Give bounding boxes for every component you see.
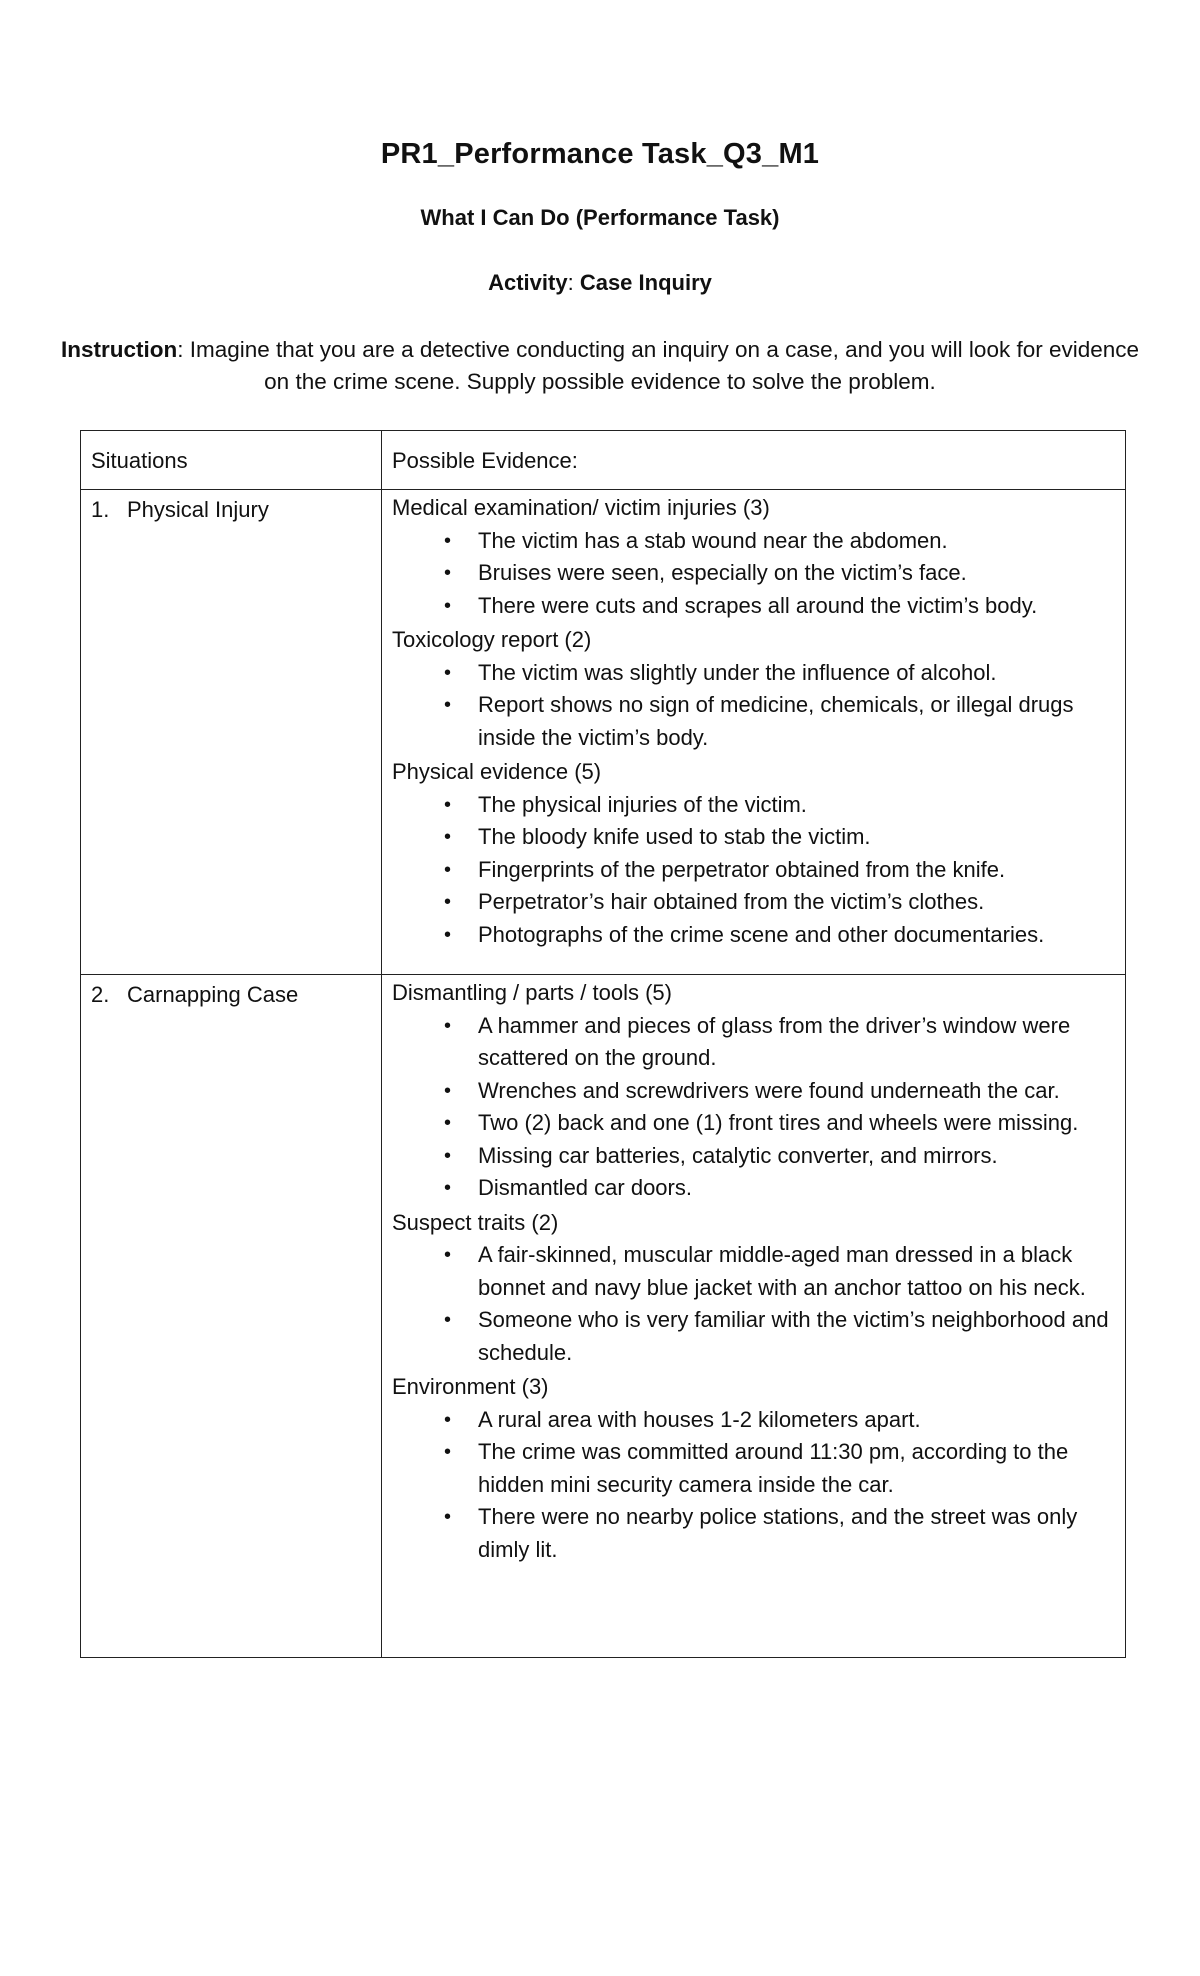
evidence-list [392,789,1115,952]
evidence-item: • The physical injuries of the victim. [478,789,1115,822]
evidence-item: • Dismantled car doors. [478,1172,1115,1205]
activity-value: Case Inquiry [579,270,712,295]
evidence-item: • The victim has a stab wound near the abdomen. [478,525,1115,558]
evidence-item: • Wrenches and screwdrivers were found underneath the car. [478,1075,1115,1108]
instruction-label: Instruction [60,337,178,362]
evidence-item: • Report shows no sign of medicine, chemicals, or illegal drugs inside the victim’s body. [478,689,1115,754]
evidence-item: • Two (2) back and one (1) front tires and wheels were missing. [478,1107,1115,1140]
evidence-cell [382,975,1126,1658]
evidence-category: Dismantling / parts / tools (5) [392,980,672,1005]
evidence-list [392,1239,1115,1369]
table-row [81,490,1126,975]
evidence-item: • Bruises were seen, especially on the victim’s face. [478,557,1115,590]
evidence-list [392,1010,1115,1205]
situation-name: Physical Injury [127,497,269,522]
situation-number: 1. [91,497,110,522]
evidence-item: • There were no nearby police stations, and the street was only dimly lit. [478,1501,1115,1566]
activity-label: Activity [488,270,568,295]
evidence-category: Toxicology report (2) [392,627,592,652]
evidence-cell [382,490,1126,975]
situation-cell [81,975,382,1658]
evidence-item: • A rural area with houses 1-2 kilometers apart. [478,1404,1115,1437]
header-situations: Situations [81,431,382,490]
evidence-item: • Fingerprints of the perpetrator obtained from the knife. [478,854,1115,887]
evidence-item: • Missing car batteries, catalytic converter, and mirrors. [478,1140,1115,1173]
header-possible-evidence: Possible Evidence: [382,431,1126,490]
instruction-paragraph [60,334,1140,398]
activity-line: Activity: Case Inquiry [488,270,712,295]
evidence-item: • The victim was slightly under the influence of alcohol. [478,657,1115,690]
table-row [81,975,1126,1658]
evidence-item: • A hammer and pieces of glass from the driver’s window were scattered on the ground. [478,1010,1115,1075]
evidence-category: Environment (3) [392,1374,549,1399]
evidence-item: • The crime was committed around 11:30 pm, according to the hidden mini security camera inside the car. [478,1436,1115,1501]
instruction-text: : Imagine that you are a detective conducting an inquiry on a case, and you will look for evidence on the crime scene. Supply possible evidence to solve the problem. [177,337,1140,394]
situation-cell [81,490,382,975]
evidence-item: • Perpetrator’s hair obtained from the victim’s clothes. [478,886,1115,919]
document-subtitle: What I Can Do (Performance Task) [420,205,780,230]
situation-name: Carnapping Case [127,982,299,1007]
evidence-list [392,525,1115,623]
table-header-row [81,431,1126,490]
evidence-item: • There were cuts and scrapes all around the victim’s body. [478,590,1115,623]
situation-number: 2. [91,982,110,1007]
evidence-category: Suspect traits (2) [392,1209,559,1235]
evidence-list [392,1404,1115,1567]
evidence-category: Medical examination/ victim injuries (3) [392,495,770,520]
evidence-table [80,430,1126,1658]
evidence-item: • Someone who is very familiar with the victim’s neighborhood and schedule. [478,1304,1115,1369]
evidence-category: Physical evidence (5) [392,759,602,784]
evidence-item: • The bloody knife used to stab the victim. [478,821,1115,854]
evidence-item: • A fair-skinned, muscular middle-aged man dressed in a black bonnet and navy blue jacket with an anchor tattoo on his neck. [478,1239,1115,1304]
evidence-list [392,657,1115,755]
document-title: PR1_Performance Task_Q3_M1 [380,138,820,170]
evidence-item: • Photographs of the crime scene and other documentaries. [478,919,1115,952]
